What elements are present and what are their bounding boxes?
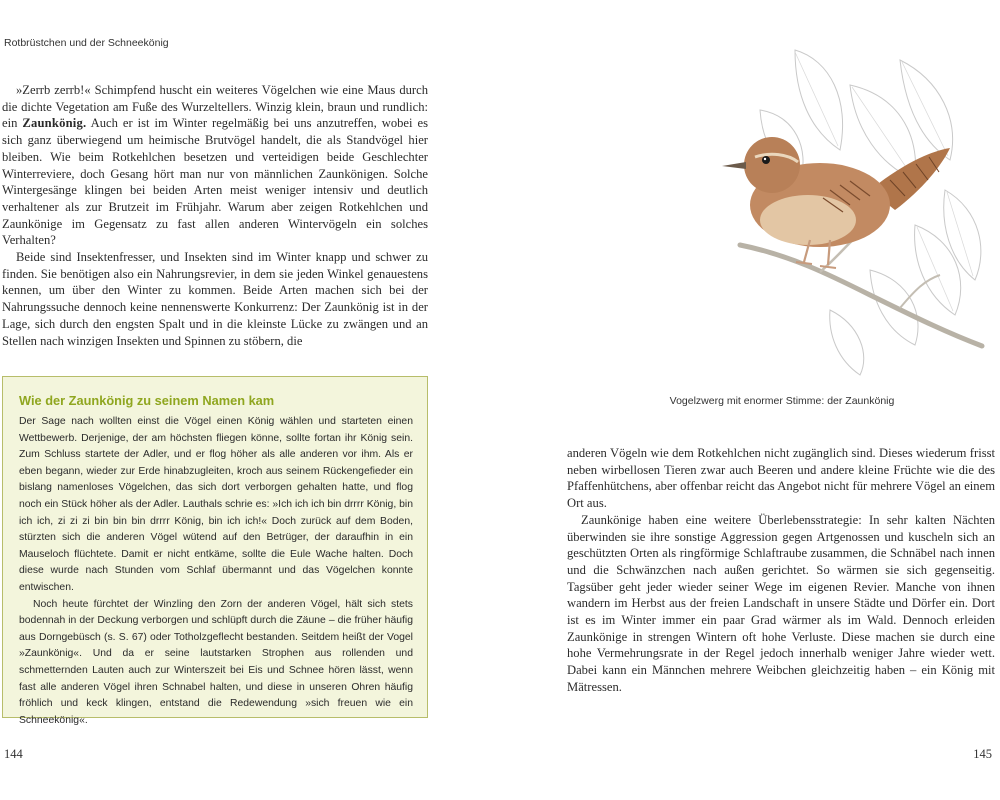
leaf-outline <box>830 310 864 375</box>
wren-head <box>744 137 800 193</box>
leaf-outline <box>944 190 981 280</box>
paragraph: Zaunkönige haben eine weitere Überlebensstrategie: In sehr kalten Nächten überwinden sie ihre sonstige Aggression gegen Artgenossen und kuscheln sich an geschützten Orten als ringförmige Schlaftraube zusammen, die Schnäbel nach innen und die Schwänzchen nach außen gerichtet. So wärmen sie sich gegenseitig. Tagsüber geht jeder wieder seiner Wege im eigenen Revier. Manche von ihnen wandern im Herbst aus der freien Landschaft in unsere Städte und Dörfer ein. Dort ist es im Winter immer ein paar Grad wärmer als im Wald. Dennoch erleiden Zaunkönige in strengen Wintern oft hohe Verluste. Diese machen sie durch eine hohe Vermehrungsrate in der Regel jedoch innerhalb weniger Jahre wieder wett. Dabei kann ein Männchen mehrere Weibchen gleichzeitig haben – ein König mit Mätressen. <box>567 512 995 694</box>
page-number-left: 144 <box>4 747 23 761</box>
leaf-outline <box>900 60 953 160</box>
text-run: »Zerrb zerrb!« Schimpfend huscht ein weiteres Vögelchen wie eine Maus durch die dichte Vegetation am Fuße des Wurzeltellers. Winzig klein, braun und rundlich: ein <box>2 83 428 131</box>
info-box-title: Wie der Zaunkönig zu seinem Namen kam <box>19 393 275 408</box>
info-box-paragraph: Der Sage nach wollten einst die Vögel einen König wählen und starteten einen Wettbewerb. Derjenige, der am höchsten fliegen könne, sollte fortan ihr König sein. Zum Schluss startete der Adler, und er flog höher als alle anderen vor ihm. Als er eben begann, wieder zur Erde hinabzugleiten, kroch aus seinem Rückengefieder ein bislang namenloses Vögelchen, das sich dort verborgen gehalten hatte, und flog noch ein Stück höher als der Adler. Lauthals schrie es: »Ich ich ich bin drrrr König, bin ich ich, zi zi zi bin bin bin drrrr König, bin ich ich!« Doch zurück auf dem Boden, stürzten sich die anderen Vögel wütend auf den Betrüger, der daraufhin in ein Mauseloch flüchtete. Damit er nicht entkäme, sollte die Eule Wache halten. Doch diese wurde nach Stunden vom Schlaf übermannt und das Vögelchen konnte entwischen. <box>19 416 413 593</box>
wren-beak <box>722 162 746 169</box>
paragraph: Beide sind Insektenfresser, und Insekten sind im Winter knapp und schwer zu finden. Sie benötigen also ein Nahrungsrevier, in dem sie jeden Winkel genauestens kennen, um über den Winter zu kommen. Beide Arten machen sich bei der Nahrungssuche dennoch keine nennenswerte Konkurrenz: Der Zaunkönig ist in der Lage, sich durch den engsten Spalt und in die kleinste Lücke zu zwängen und an Stellen nach winzigen Insekten und Spinnen zu stöbern, die <box>2 250 428 348</box>
leaf-vein <box>852 87 912 176</box>
term-bold: Zaunkönig. <box>22 116 87 131</box>
leaf-vein <box>917 227 953 311</box>
paragraph <box>2 82 428 249</box>
leaf-vein <box>795 52 838 146</box>
info-box <box>2 376 428 726</box>
text-run: Auch er ist im Winter regelmäßig bei uns anzutreffen, wobei es sich ganz überwiegend um heimische Brutvögel handelt, die als Standvögel hier bleiben. Wie beim Rotkehlchen besetzen und verteidigen beide Geschlechter Winterreviere, doch Gesang hört man nur von männlichen Zaunkönigen. Solche Wintergesänge klingen bei beiden Arten meist weniger intensiv und deutlich verhaltener als zur Brutzeit im Frühjahr. Warum aber zeigen Rotkehlchen und Zaunkönige im Gegensatz zu fast allen anderen Wintervögeln ein solches Verhalten? <box>2 116 428 248</box>
running-head: Rotbrüstchen und der Schneekönig <box>4 37 169 49</box>
wren-eye <box>762 156 770 164</box>
branch <box>740 245 982 346</box>
page-number-right: 145 <box>973 747 992 761</box>
image-caption: Vogelzwerg mit enormer Stimme: der Zaunkönig <box>669 395 895 407</box>
leaf-outline <box>915 225 961 315</box>
info-box-paragraph: Noch heute fürchtet der Winzling den Zorn der anderen Vögel, hält sich stets bodennah in der Deckung verborgen und schlüpft durch die Zäune – die früher häufig aus Dorngebüsch (s. S. 67) oder Totholzgeflecht bestanden. Seitdem heißt der Vogel »Zaunkönig«. Und da er seine lautstarken Strophen aus rollenden und schmetternden Lauten auch zur Winterszeit bei Eis und Schnee hören lässt, wenn fast alle anderen Vögel ihren Schnabel halten, und diese in unseren Ohren häufig fröhlich und keck klingen, entstand die Redewendung »sich freuen wie ein Schneekönig«. <box>19 598 413 726</box>
wren-belly <box>760 195 856 245</box>
leaf-vein <box>902 62 948 156</box>
leaf-outline <box>795 50 843 150</box>
wren-illustration <box>700 40 990 380</box>
left-page-text <box>2 82 428 349</box>
paragraph: anderen Vögeln wie dem Rotkehlchen nicht zugänglich sind. Dieses wiederum frisst neben wirbellosen Tieren zwar auch Beeren und andere kleine Früchte wie die des Pfaffenhütchens, aber offenbar reicht das Angebot nicht für mehrere Vögel an einem Ort aus. <box>567 446 995 511</box>
right-page-text <box>567 445 995 696</box>
